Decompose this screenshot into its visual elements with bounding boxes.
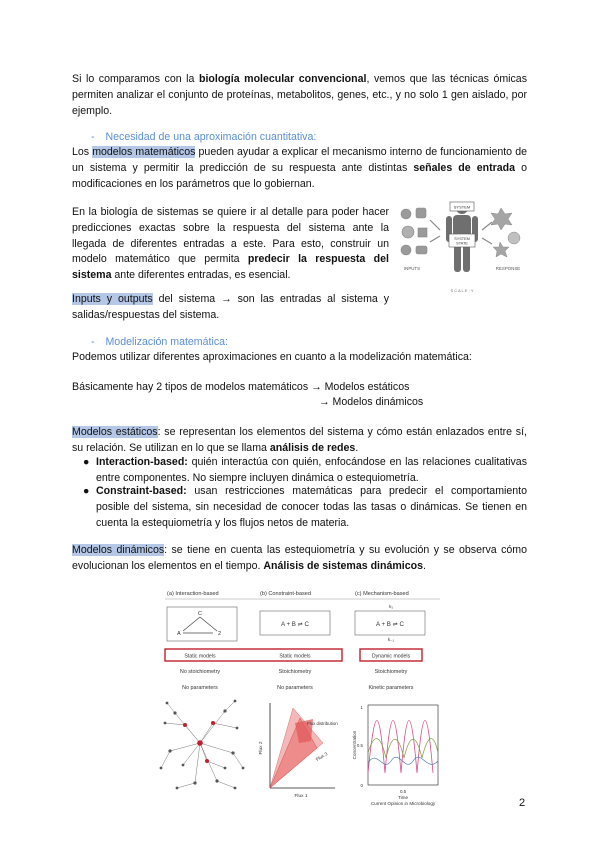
model-types-line-2: → Modelos dinámicos (319, 396, 424, 408)
param-a: No parameters (182, 685, 218, 691)
k-1-label: k₋₁ (387, 637, 395, 642)
eq-c: A + B ⇌ C (375, 621, 405, 628)
systems-biology-paragraph (72, 205, 389, 284)
intro-paragraph (72, 72, 527, 119)
text: Los (72, 146, 93, 158)
flux3-label: Flux 3 (315, 751, 329, 762)
highlight-term: modelos matemáticos (92, 146, 196, 158)
col-c-title: (c) Mechanism-based (355, 591, 409, 597)
text: : se tiene en cuenta las estequiometría y su evolución y se observa cómo evolucionan los elementos en el tiempo. (72, 544, 527, 572)
static-models-b: Static models (279, 653, 311, 660)
text: o modificaciones en los parámetros que lo gobiernan. (72, 161, 528, 190)
heading-dash: - (91, 336, 95, 348)
text: . (355, 441, 359, 454)
text: : se representan los elementos del sistema y cómo están enlazados entre sí, su relación. Se utilizan en lo que se llama (72, 426, 527, 454)
bullet-title: Constraint-based: (96, 485, 187, 497)
heading-dash: - (91, 131, 95, 143)
text: del sistema → son las entradas al sistema y salidas/respuestas del sistema. (72, 293, 389, 321)
inputs-label: INPUTS (403, 266, 421, 271)
model-comparison-figure (155, 583, 450, 806)
param-c: Kinetic parameters (368, 685, 414, 691)
oscillation-plot (352, 705, 438, 800)
node-2: 2 (218, 631, 222, 637)
bold-term: análisis de redes (269, 441, 356, 454)
tick-0-5: 0.5 (356, 743, 363, 748)
flux-cone-plot (258, 703, 338, 799)
heading-text: Necesidad de una aproximación cuantitativa: (105, 131, 317, 143)
heading-text: Modelización matemática: (105, 336, 228, 348)
text: , vemos que las técnicas ómicas permiten analizar el conjunto de proteínas, metabolitos, genes, etc., y no solo 1 gen aislado, por ejemplo. (72, 73, 527, 117)
stoich-b: Stoichiometry (278, 669, 312, 675)
figure-caption: Current Opinion in Microbiology (370, 801, 436, 806)
static-models-a: Static models (184, 653, 216, 660)
k1-label: k₁ (389, 604, 393, 609)
system-state-label: SYSTEM (454, 237, 470, 241)
time-label: Time (397, 795, 409, 800)
stoich-a: No stoichiometry (179, 669, 221, 675)
inputs-outputs-paragraph (72, 292, 389, 324)
bullet-dot: ● (83, 456, 90, 468)
system-box-label: SYSTEM (453, 204, 471, 210)
system-state-label-2: STATE (456, 241, 468, 246)
bullet-interaction-based (83, 455, 527, 487)
eq-b: A + B ⇌ C (280, 621, 310, 628)
model-types-line-1: Básicamente hay 2 tipos de modelos matemáticos → Modelos estáticos (72, 381, 410, 393)
flux1-label: Flux 1 (294, 794, 308, 799)
static-models-paragraph (72, 425, 527, 457)
bullet-constraint-based (83, 484, 527, 531)
x-tick-0-5: 0.5 (399, 789, 407, 794)
text: Si lo comparamos con la (72, 73, 199, 85)
page-number: 2 (519, 797, 526, 809)
node-c: C (198, 611, 202, 617)
tick-0: 0 (360, 783, 363, 788)
col-a-title: (a) Interaction-based (167, 591, 219, 597)
text: En la biología de sistemas se quiere ir al detalle para poder hacer predicciones exactas sobre la respuesta del sistema ante la llegada de diferentes entradas a este. Para esto, construir un modelo matemático que permita (72, 206, 389, 266)
highlight-term: Modelos dinámicos (72, 544, 165, 556)
bullet-title: Interaction-based: (96, 456, 188, 468)
text: . (422, 559, 426, 572)
model-comparison-svg (155, 583, 450, 806)
network-graph (160, 700, 245, 790)
flux-distribution-label: Flux distribution (307, 721, 338, 726)
approaches-paragraph: Podemos utilizar diferentes aproximaciones en cuanto a la modelización matemática: (72, 351, 472, 363)
response-label: RESPONSE (495, 266, 521, 271)
bullet-text: quién interactúa con quién, enfocándose en las relaciones cualitativas entre componentes. No siempre incluyen dinámica o estequiometría. (96, 456, 527, 484)
bold-term: biología molecular convencional (198, 73, 367, 85)
section-heading-modeling (91, 336, 228, 348)
flux2-label: Flux 2 (259, 741, 264, 755)
concentration-label: Concentration (352, 730, 357, 760)
bullet-dot: ● (83, 485, 90, 497)
math-models-paragraph (72, 145, 527, 192)
text: pueden ayudar a explicar el mecanismo interno de funcionamiento de un sistema y permitir la predicción de su respuesta ante distintas (72, 146, 527, 174)
tick-1: 1 (360, 705, 363, 710)
node-a: A (177, 631, 181, 637)
bullet-text: usan restricciones matemáticas para predecir el comportamiento posible del sistema, sin necesidad de conocer todas las tasas o dinámicas. Se tienen en cuenta la estequiometría y los flujos netos de materia. (96, 485, 527, 529)
text: ante diferentes entradas, es esencial. (111, 269, 291, 282)
scale-label: S C A L E · Y (450, 288, 474, 293)
bold-term: señales de entrada (413, 161, 516, 174)
bold-term: predecir la respuesta del sistema (72, 253, 389, 282)
dynamic-models-paragraph (72, 543, 527, 575)
param-b: No parameters (277, 685, 313, 691)
highlight-term: Inputs y outputs (72, 293, 153, 305)
col-b-title: (b) Constraint-based (260, 591, 311, 597)
section-heading-quantitative (91, 131, 316, 143)
bold-term: Análisis de sistemas dinámicos (263, 559, 423, 572)
stoich-c: Stoichiometry (374, 669, 408, 675)
system-io-illustration (396, 198, 528, 296)
system-io-figure (396, 198, 528, 296)
dynamic-models-c: Dynamic models (371, 653, 411, 660)
highlight-term: Modelos estáticos (72, 426, 158, 438)
